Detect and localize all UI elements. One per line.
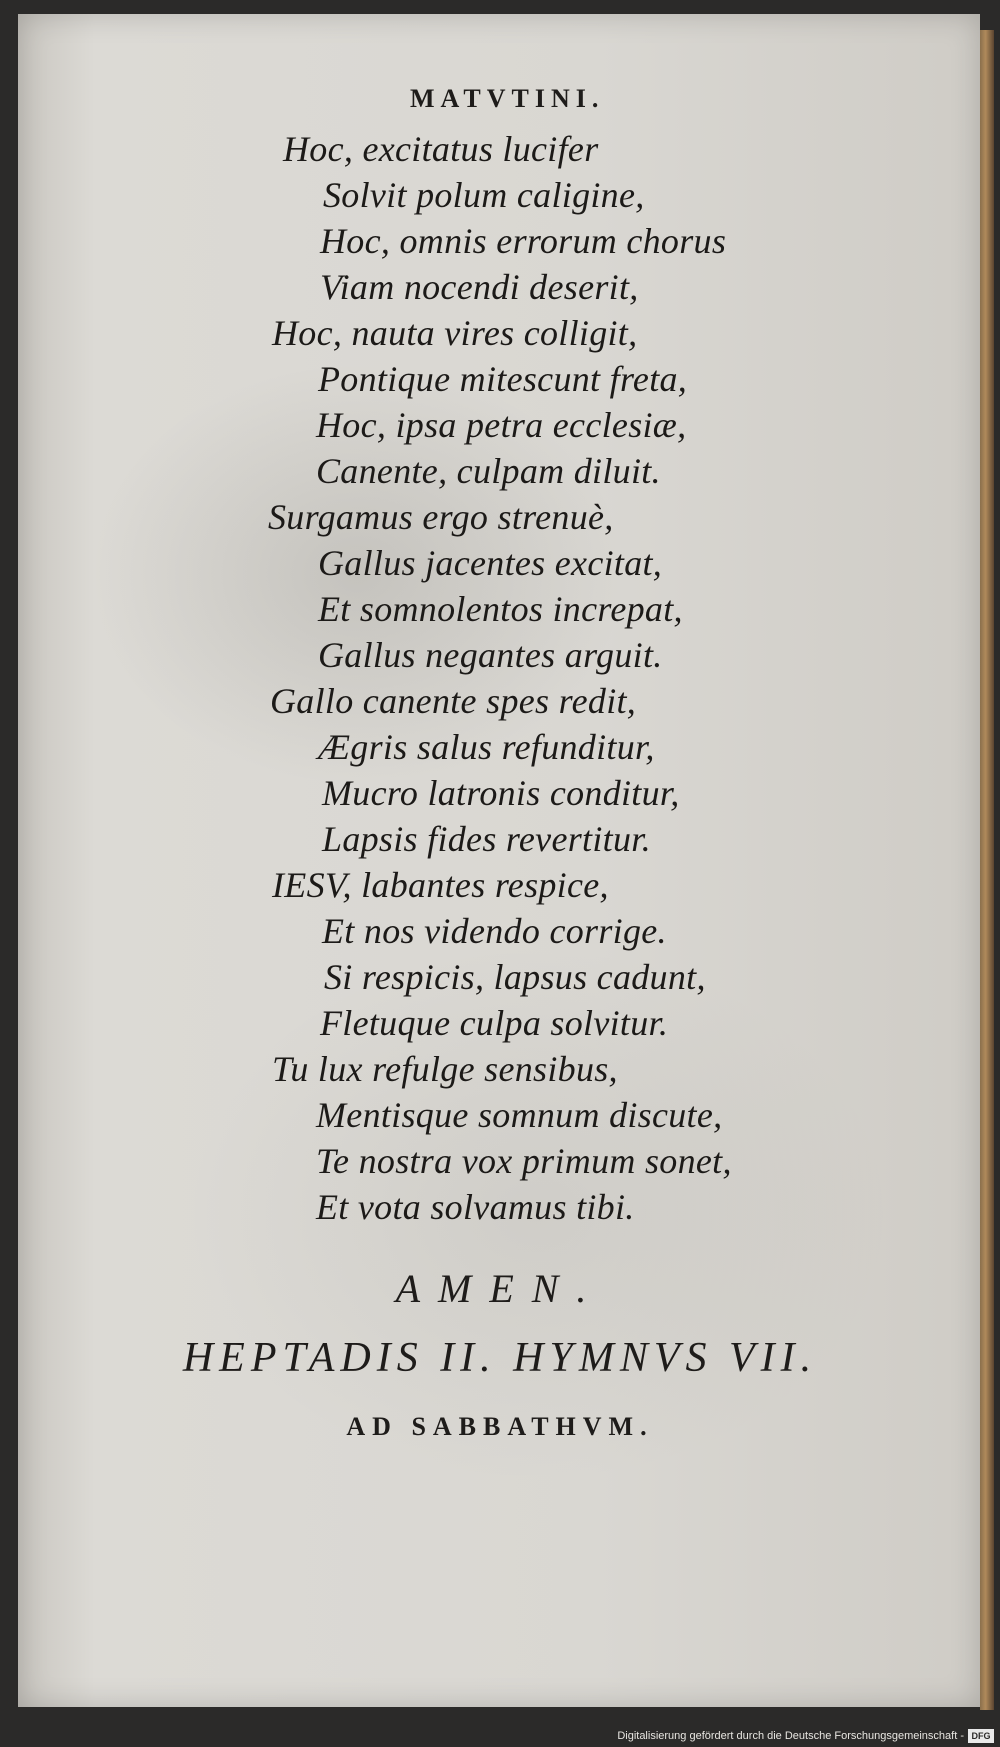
verse-line: Tu lux refulge sensibus,: [272, 1049, 618, 1089]
hymn-subtitle: AD SABBATHVM.: [346, 1412, 654, 1441]
amen-line: AMEN.: [395, 1266, 605, 1311]
verse-line: Gallus jacentes excitat,: [318, 543, 663, 583]
verse-line: Et nos videndo corrige.: [322, 911, 667, 951]
verse-line: Gallus negantes arguit.: [318, 635, 663, 675]
verse-line: Lapsis fides revertitur.: [322, 819, 651, 859]
verse-line: Pontique mitescunt freta,: [318, 359, 688, 399]
dfg-logo: DFG: [968, 1729, 994, 1743]
digitization-credit: Digitalisierung gefördert durch die Deutsche Forschungsgemeinschaft -: [617, 1730, 964, 1742]
verse-line: Hoc, ipsa petra ecclesiæ,: [316, 405, 687, 445]
verse-line: Hoc, omnis errorum chorus: [320, 221, 727, 261]
book-edge: [980, 30, 994, 1710]
verse-line: Fletuque culpa solvitur.: [320, 1003, 669, 1043]
hymn-title: HEPTADIS II. HYMNVS VII.: [182, 1335, 818, 1381]
verse-line: Hoc, excitatus lucifer: [283, 129, 599, 169]
verse-line: Si respicis, lapsus cadunt,: [324, 957, 706, 997]
verse-line: Et vota solvamus tibi.: [316, 1187, 635, 1227]
verse-line: Viam nocendi deserit,: [320, 267, 639, 307]
verse-line: Canente, culpam diluit.: [316, 451, 661, 491]
verse-line: Et somnolentos increpat,: [318, 589, 683, 629]
verse-line: Mentisque somnum discute,: [316, 1095, 723, 1135]
verse-line: Hoc, nauta vires colligit,: [272, 313, 638, 353]
verse-line: Mucro latronis conditur,: [322, 773, 680, 813]
verse-line: Surgamus ergo strenuè,: [268, 497, 614, 537]
verse-line: Te nostra vox primum sonet,: [316, 1141, 732, 1181]
verse-line: Solvit polum caligine,: [323, 175, 645, 215]
verse-line: IESV, labantes respice,: [272, 865, 609, 905]
running-head: MATVTINI.: [410, 84, 605, 113]
verse-line: Gallo canente spes redit,: [270, 681, 637, 721]
verse-line: Ægris salus refunditur,: [318, 727, 655, 767]
